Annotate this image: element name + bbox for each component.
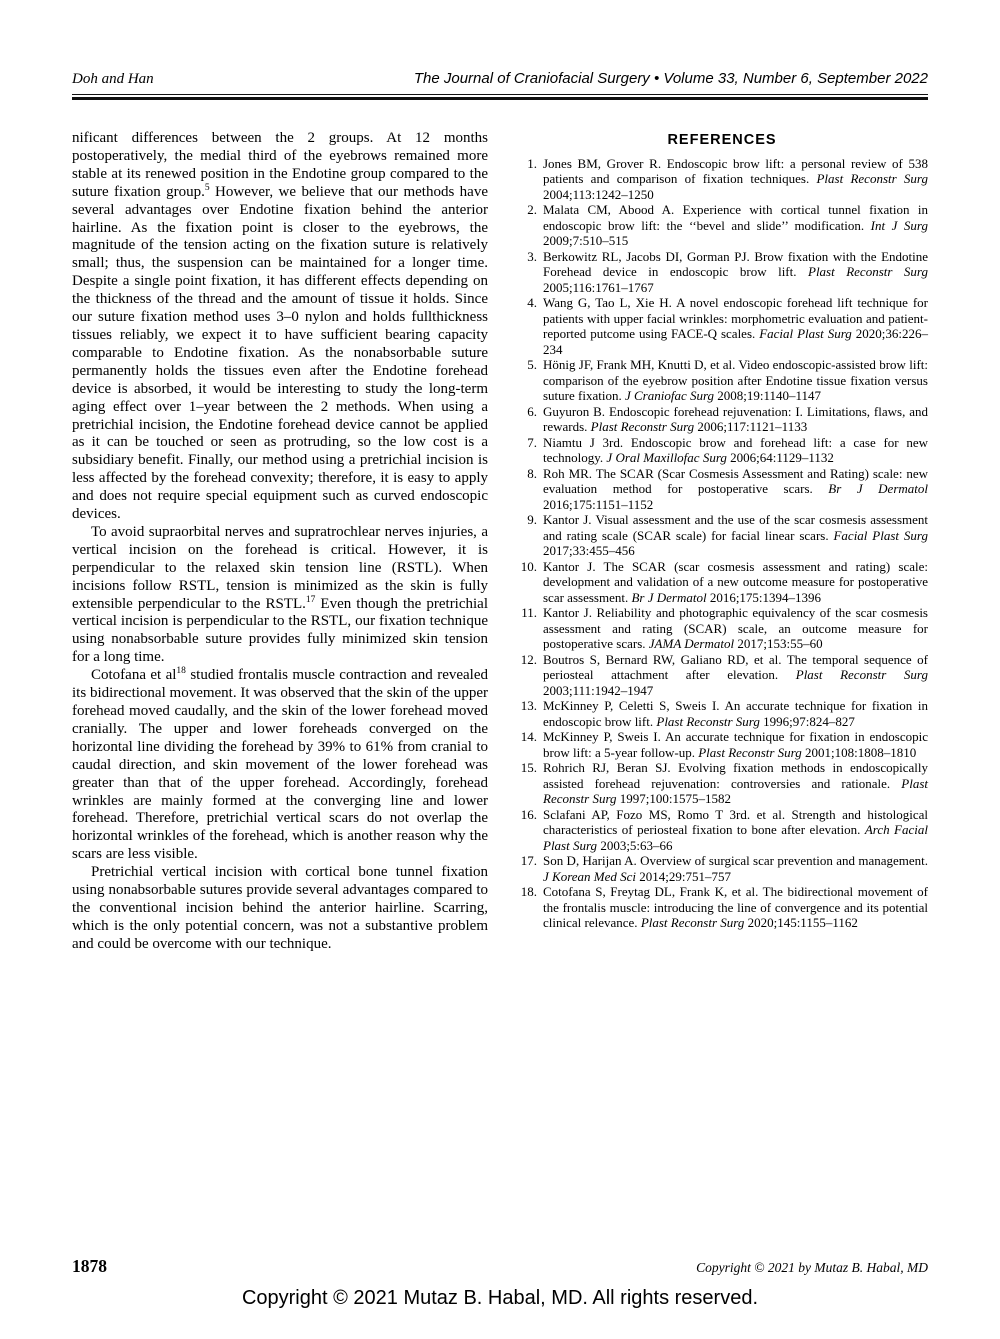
reference-number: 3.	[527, 248, 537, 264]
reference-item: 13. McKinney P, Celetti S, Sweis I. An accurate technique for fixation in endoscopic brow lift. Plast Reconstr Surg 1996;97:824–827	[516, 698, 928, 729]
reference-item: 3. Berkowitz RL, Jacobs DI, Gorman PJ. Brow fixation with the Endotine Forehead device in endoscopic brow lift. Plast Reconstr Surg 2005;116:1761–1767	[516, 249, 928, 296]
references-heading: REFERENCES	[667, 132, 777, 148]
reference-item: 7. Niamtu J 3rd. Endoscopic brow and forehead lift: a case for new technology. J Oral Maxillofac Surg 2006;64:1129–1132	[516, 435, 928, 466]
references-column	[516, 130, 928, 954]
running-head-authors: Doh and Han	[72, 71, 154, 87]
reference-number: 14.	[520, 729, 537, 744]
article-body	[72, 130, 928, 954]
reference-item: 2. Malata CM, Abood A. Experience with cortical tunnel fixation in endoscopic brow lift: the ‘‘bevel and slide’’ modification. Int J Surg 2009;7:510–515	[516, 202, 928, 249]
reference-number: 17.	[520, 853, 537, 868]
paragraph: To avoid supraorbital nerves and supratrochlear nerves injuries, a vertical incision on the forehead is critical. However, it is perpendicular to the relaxed skin tension line (RSTL). When incisions follow RSTL, tension is minimized as the skin is fully extensible perpendicular to the RSTL.$^{17}$ Even though the pretrichial vertical incision is perpendicular to the RSTL, our fixation technique using nonabsorbable suture provides fully minimized skin tension for a long time.	[72, 523, 489, 666]
copyright-line-bottom: Copyright © 2021 Mutaz B. Habal, MD. All rights reserved.	[241, 1287, 759, 1309]
page-number: 1878	[72, 1256, 107, 1276]
reference-item: 18. Cotofana S, Freytag DL, Frank K, et al. The bidirectional movement of the frontalis muscle: introducing the line of convergence and its potential clinical relevance. Plast Reconstr Surg 2020;145:1155–1162	[516, 884, 928, 931]
reference-item: 9. Kantor J. Visual assessment and the use of the scar cosmesis assessment and rating scale (SCAR scale) for facial linear scars. Facial Plast Surg 2017;33:455–456	[516, 512, 928, 559]
reference-item: 5. Hönig JF, Frank MH, Knutti D, et al. Video endoscopic-assisted brow lift: comparison of the eyebrow position after Endotine tissue fixation versus suture fixation. J Craniofac Surg 2008;19:1140–1147	[516, 357, 928, 404]
reference-number: 6.	[527, 403, 537, 419]
reference-number: 13.	[520, 698, 537, 713]
reference-number: 16.	[520, 806, 537, 822]
paragraph: Cotofana et $al^{18}$ studied frontalis muscle contraction and revealed its bidirectional movement. It was observed that the skin of the upper forehead moved caudally, and the skin of the lower forehead moved cranially. The upper and lower foreheads converged on the horizontal line dividing the forehead by 39% to 61% from cranial to caudal direction, and skin movement of the lower forehead was greater than that of the upper forehead. Accordingly, forehead wrinkles are mainly formed at the converging line and lower forehead. Therefore, pretrichial vertical scars do not overlap the horizontal wrinkles of the forehead, which is another reason why the scars are less visible.	[72, 666, 488, 863]
reference-number: 5.	[527, 357, 537, 372]
reference-number: 12.	[520, 651, 537, 667]
reference-item: 1. Jones BM, Grover R. Endoscopic brow lift: a personal review of 538 patients and comparison of fixation techniques. Plast Reconstr Surg 2004;113:1242–1250	[516, 156, 928, 203]
copyright-line-right: Copyright © 2021 by Mutaz B. Habal, MD	[696, 1260, 928, 1275]
reference-item: 16. Sclafani AP, Fozo MS, Romo T 3rd. et al. Strength and histological characteristics of periosteal fixation to bone after elevation. Arch Facial Plast Surg 2003;5:63–66	[516, 807, 928, 854]
body-text-column	[72, 130, 488, 954]
reference-item: 15. Rohrich RJ, Beran SJ. Evolving fixation methods in endoscopically assisted forehead rejuvenation: controversies and rationale. Plast Reconstr Surg 1997;100:1575–1582	[516, 760, 928, 807]
footer-row	[72, 1256, 928, 1277]
reference-item: 14. McKinney P, Sweis I. An accurate technique for fixation in endoscopic brow lift: a 5-year follow-up. Plast Reconstr Surg 2001;108:1808–1810	[516, 729, 928, 760]
reference-item: 6. Guyuron B. Endoscopic forehead rejuvenation: I. Limitations, flaws, and rewards. Plast Reconstr Surg 2006;117:1121–1133	[516, 404, 928, 435]
references-list	[516, 156, 928, 931]
reference-number: 11.	[521, 605, 537, 620]
reference-number: 4.	[527, 295, 537, 310]
reference-number: 18.	[520, 884, 537, 899]
reference-item: 12. Boutros S, Bernard RW, Galiano RD, et al. The temporal sequence of periosteal attachment after elevation. Plast Reconstr Surg 2003;111:1942–1947	[516, 652, 928, 699]
reference-item: 17. Son D, Harijan A. Overview of surgical scar prevention and management. J Korean Med Sci 2014;29:751–757	[516, 853, 928, 884]
reference-number: 2.	[527, 202, 537, 217]
running-head-journal-info: The Journal of Craniofacial Surgery • Volume 33, Number 6, September 2022	[413, 70, 928, 87]
reference-number: 15.	[520, 760, 537, 775]
reference-item: 11. Kantor J. Reliability and photographic equivalency of the scar cosmesis assessment and rating (SCAR) scale, an outcome measure for postoperative scars. JAMA Dermatol 2017;153:55–60	[516, 605, 928, 652]
paragraph: Pretrichial vertical incision with cortical bone tunnel fixation using nonabsorbable sutures provide several advantages compared to the conventional incision behind the anterior hairline. Scarring, which is the only potential concern, was not a substantive problem and could be overcome with our technique.	[72, 864, 488, 952]
reference-item: 8. Roh MR. The SCAR (Scar Cosmesis Assessment and Rating) scale: new evaluation method for postoperative scars. Br J Dermatol 2016;175:1151–1152	[516, 466, 928, 513]
reference-number: 7.	[527, 434, 537, 450]
paragraph: nificant differences between the 2 groups. At 12 months postoperatively, the medial third of the eyebrows remained more stable at its renewed position in the Endotine group compared to the suture fixation group.$^5$ However, we believe that our methods have several advantages over Endotine fixation behind the anterior hairline. As the fixation point is closer to the eyebrows, the magnitude of the tension acting on the fixation suture is relatively small; thus, the suspension can be maintained for a longer time. Despite a single point fixation, it has different effects depending on the thickness of the thread and the amount of tissue it holds. Since our suture fixation method uses 3–0 nylon and holds fullthickness tissues reliably, we expect it to have sufficient bearing capacity comparable to Endotine fixation. As the nonabsorbable suture permanently holds the tissues even after the Endotine forehead device is absorbed, it would be interesting to study the long-term aging effect over 1–year between the 2 methods. When using a pretrichial incision, the Endotine forehead device cannot be applied as it can be touched or seen as protruding, so the low cost is a subsidiary benefit. Finally, our method using a pretrichial incision is less affected by the forehead convexity; therefore, it is easy to apply and does not require special equipment such as curved endoscopic devices.	[72, 130, 489, 523]
running-head	[72, 70, 928, 88]
header-rule	[72, 94, 928, 100]
reference-number: 10.	[520, 558, 537, 574]
reference-number: 9.	[527, 512, 537, 527]
reference-number: 8.	[527, 465, 537, 481]
reference-item: 4. Wang G, Tao L, Xie H. A novel endoscopic forehead lift technique for patients with upper facial wrinkles: morphometric evaluation and patient-reported putcome using FACE-Q scales. Facial Plast Surg 2020;36:226–234	[516, 295, 928, 357]
reference-number: 1.	[527, 155, 537, 171]
reference-item: 10. Kantor J. The SCAR (scar cosmesis assessment and rating) scale: development and validation of a new outcome measure for postoperative scar assessment. Br J Dermatol 2016;175:1394–1396	[516, 559, 928, 606]
